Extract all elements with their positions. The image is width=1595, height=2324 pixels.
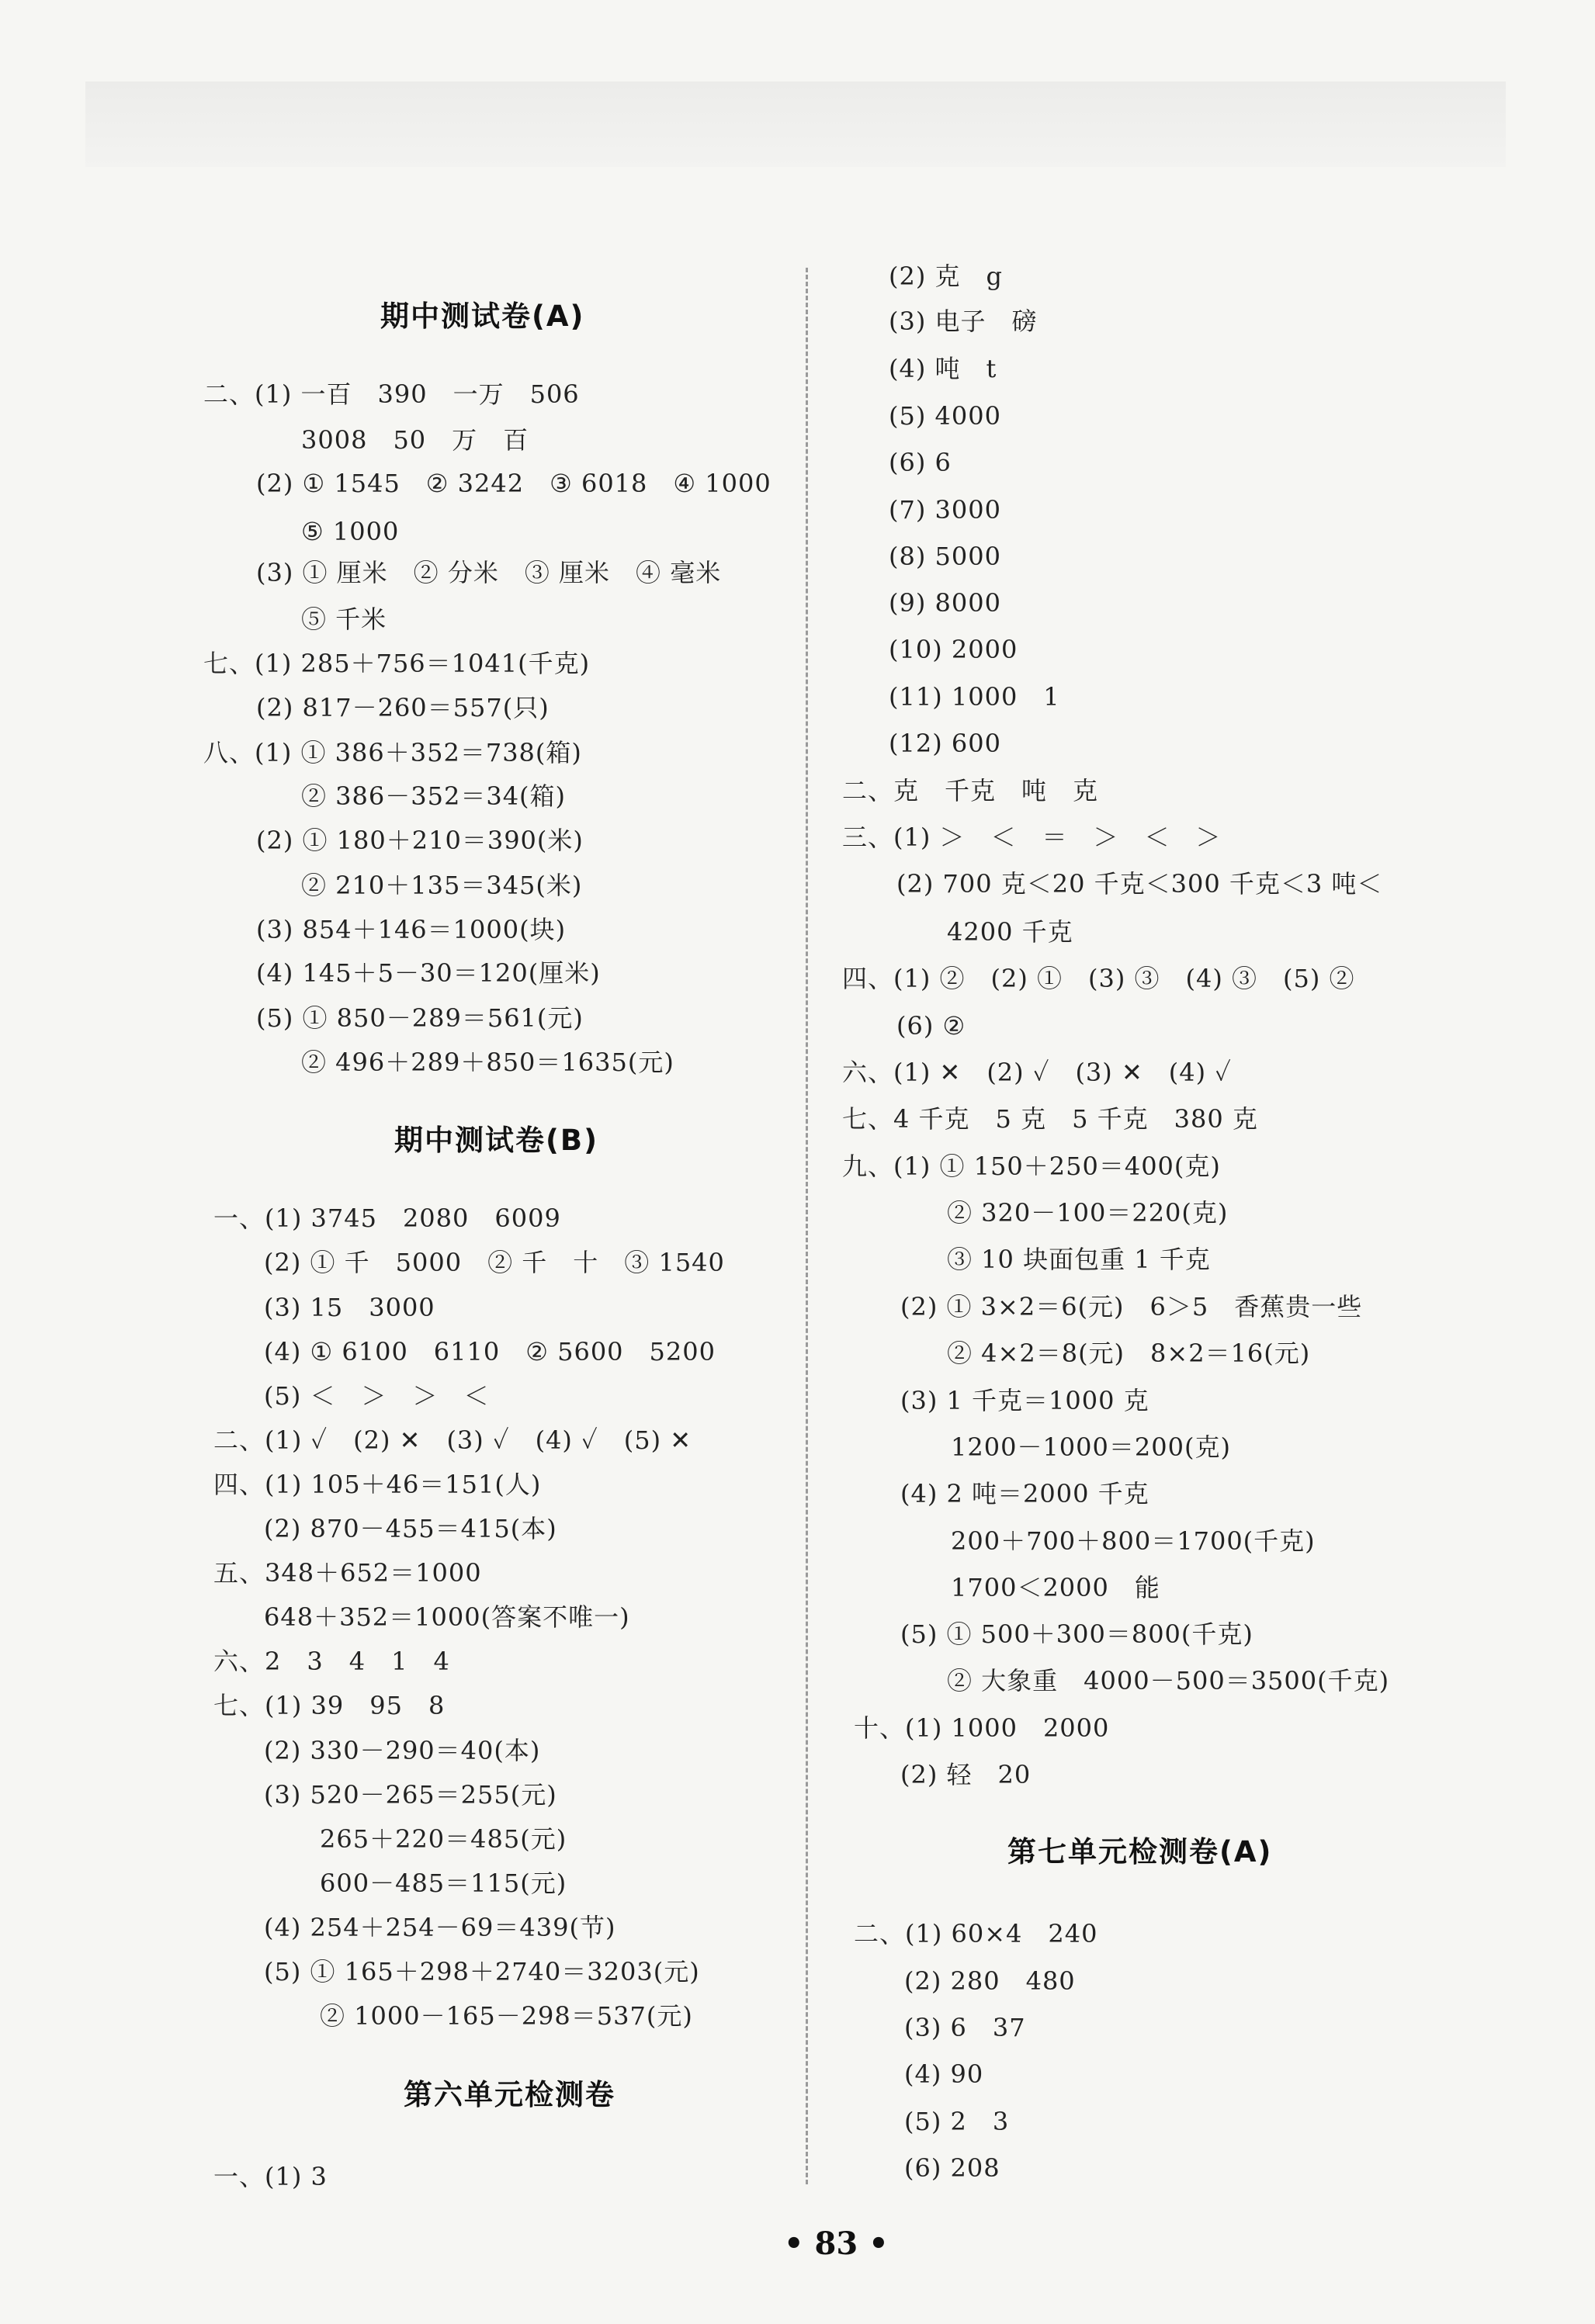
answer-line: 五、348＋652＝1000 <box>213 1558 482 1588</box>
answer-line: 1700＜2000 能 <box>951 1573 1160 1602</box>
answer-line: 十、(1) 1000 2000 <box>854 1713 1110 1743</box>
answer-line: ② 386－352＝34(箱) <box>301 781 567 811</box>
answer-line: (6) 6 <box>889 448 952 477</box>
answer-line: (5) 4000 <box>889 401 1001 431</box>
answer-line: 4200 千克 <box>947 917 1073 947</box>
answer-line: (10) 2000 <box>889 635 1018 664</box>
answer-line: (5) ① 850－289＝561(元) <box>256 1003 584 1033</box>
answer-line: (4) ① 6100 6110 ② 5600 5200 <box>264 1337 716 1366</box>
answer-line: ② 大象重 4000－500＝3500(千克) <box>947 1666 1390 1695</box>
answer-line: (2) ① 180＋210＝390(米) <box>256 826 584 855</box>
page-number: • 83 • <box>784 2225 889 2262</box>
answer-line: (9) 8000 <box>889 588 1001 618</box>
answer-line: 七、(1) 285＋756＝1041(千克) <box>203 649 591 678</box>
answer-line: (3) 854＋146＝1000(块) <box>256 915 567 944</box>
answer-line: (4) 145＋5－30＝120(厘米) <box>256 958 601 988</box>
answer-line: (7) 3000 <box>889 495 1001 525</box>
answer-line: 200＋700＋800＝1700(千克) <box>951 1526 1316 1556</box>
column-divider <box>806 268 808 2184</box>
answer-line: (4) 90 <box>904 2059 984 2089</box>
answer-line: (3) ① 厘米 ② 分米 ③ 厘米 ④ 毫米 <box>256 558 722 587</box>
answer-line: ② 210＋135＝345(米) <box>301 871 583 900</box>
answer-line: 七、(1) 39 95 8 <box>213 1691 446 1720</box>
answer-line: 648＋352＝1000(答案不唯一) <box>264 1602 630 1632</box>
answer-line: (2) 817－260＝557(只) <box>256 693 550 722</box>
answer-line: (5) ① 165＋298＋2740＝3203(元) <box>264 1957 700 1986</box>
answer-line: (2) ① 3×2＝6(元) 6＞5 香蕉贵一些 <box>900 1292 1363 1321</box>
answer-line: (2) 330－290＝40(本) <box>264 1736 541 1765</box>
answer-line: 七、4 千克 5 克 5 千克 380 克 <box>842 1104 1258 1134</box>
answer-line: ③ 10 块面包重 1 千克 <box>947 1245 1211 1274</box>
answer-line: (2) 700 克＜20 千克＜300 千克＜3 吨＜ <box>896 869 1383 899</box>
answer-line: (2) ① 千 5000 ② 千 十 ③ 1540 <box>264 1248 725 1277</box>
answer-line: (2) 克 g <box>889 261 1003 291</box>
answer-line: (3) 520－265＝255(元) <box>264 1780 557 1810</box>
answer-line: (5) 2 3 <box>904 2107 1010 2136</box>
answer-line: (3) 1 千克＝1000 克 <box>900 1386 1149 1415</box>
answer-line: (5) ＜ ＞ ＞ ＜ <box>264 1381 490 1411</box>
answer-line: 四、(1) ② (2) ① (3) ③ (4) ③ (5) ② <box>842 964 1355 993</box>
answer-line: (3) 6 37 <box>904 2013 1026 2042</box>
answer-line: (4) 2 吨＝2000 千克 <box>900 1479 1149 1508</box>
answer-line: (5) ① 500＋300＝800(千克) <box>900 1619 1253 1649</box>
answer-line: ② 496＋289＋850＝1635(元) <box>301 1048 674 1077</box>
answer-line: (8) 5000 <box>889 542 1001 571</box>
answer-line: (11) 1000 1 <box>889 682 1060 712</box>
answer-line: (4) 254＋254－69＝439(节) <box>264 1913 616 1942</box>
answer-line: (12) 600 <box>889 729 1001 758</box>
answer-line: (2) ① 1545 ② 3242 ③ 6018 ④ 1000 <box>256 469 771 498</box>
answer-line: 一、(1) 3 <box>213 2162 328 2191</box>
answer-line: 1200－1000＝200(克) <box>951 1432 1231 1462</box>
answer-line: (4) 吨 t <box>889 354 997 383</box>
answer-line: 四、(1) 105＋46＝151(人) <box>213 1470 542 1499</box>
answer-line: (3) 15 3000 <box>264 1293 435 1322</box>
answer-line: 六、2 3 4 1 4 <box>213 1647 450 1676</box>
answer-line: 600－485＝115(元) <box>320 1869 567 1898</box>
section-title-unit6: 第六单元检测卷 <box>404 2078 615 2111</box>
answer-line: ② 320－100＝220(克) <box>947 1198 1229 1228</box>
answer-line: (6) 208 <box>904 2153 1000 2183</box>
scan-shadow-band <box>85 81 1506 167</box>
answer-line: ⑤ 千米 <box>301 604 387 634</box>
answer-line: ⑤ 1000 <box>301 517 400 546</box>
answer-line: 六、(1) ✕ (2) ✓ (3) ✕ (4) ✓ <box>842 1058 1232 1087</box>
answer-line: (2) 280 480 <box>904 1966 1076 1996</box>
answer-line: 九、(1) ① 150＋250＝400(克) <box>842 1152 1221 1181</box>
answer-line: 八、(1) ① 386＋352＝738(箱) <box>203 738 582 767</box>
answer-line: 一、(1) 3745 2080 6009 <box>213 1204 561 1233</box>
answer-line: (2) 870－455＝415(本) <box>264 1514 557 1543</box>
answer-line: (6) ② <box>896 1011 966 1041</box>
answer-line: 二、(1) 60×4 240 <box>854 1919 1098 1948</box>
answer-line: 二、(1) ✓ (2) ✕ (3) ✓ (4) ✓ (5) ✕ <box>213 1425 692 1455</box>
section-title-midterm-a: 期中测试卷(A) <box>380 300 585 333</box>
answer-line: ② 4×2＝8(元) 8×2＝16(元) <box>947 1339 1311 1368</box>
answer-line: (2) 轻 20 <box>900 1760 1032 1789</box>
answer-line: (3) 电子 磅 <box>889 307 1038 336</box>
answer-line: 二、(1) 一百 390 一万 506 <box>203 379 580 409</box>
answer-line: 3008 50 万 百 <box>301 425 529 455</box>
section-title-unit7-a: 第七单元检测卷(A) <box>1007 1835 1273 1869</box>
answer-line: 二、克 千克 吨 克 <box>842 776 1099 805</box>
answer-line: ② 1000－165－298＝537(元) <box>320 2001 693 2031</box>
answer-line: 三、(1) ＞ ＜ ＝ ＞ ＜ ＞ <box>842 823 1222 852</box>
section-title-midterm-b: 期中测试卷(B) <box>394 1124 599 1157</box>
answer-line: 265＋220＝485(元) <box>320 1824 567 1854</box>
